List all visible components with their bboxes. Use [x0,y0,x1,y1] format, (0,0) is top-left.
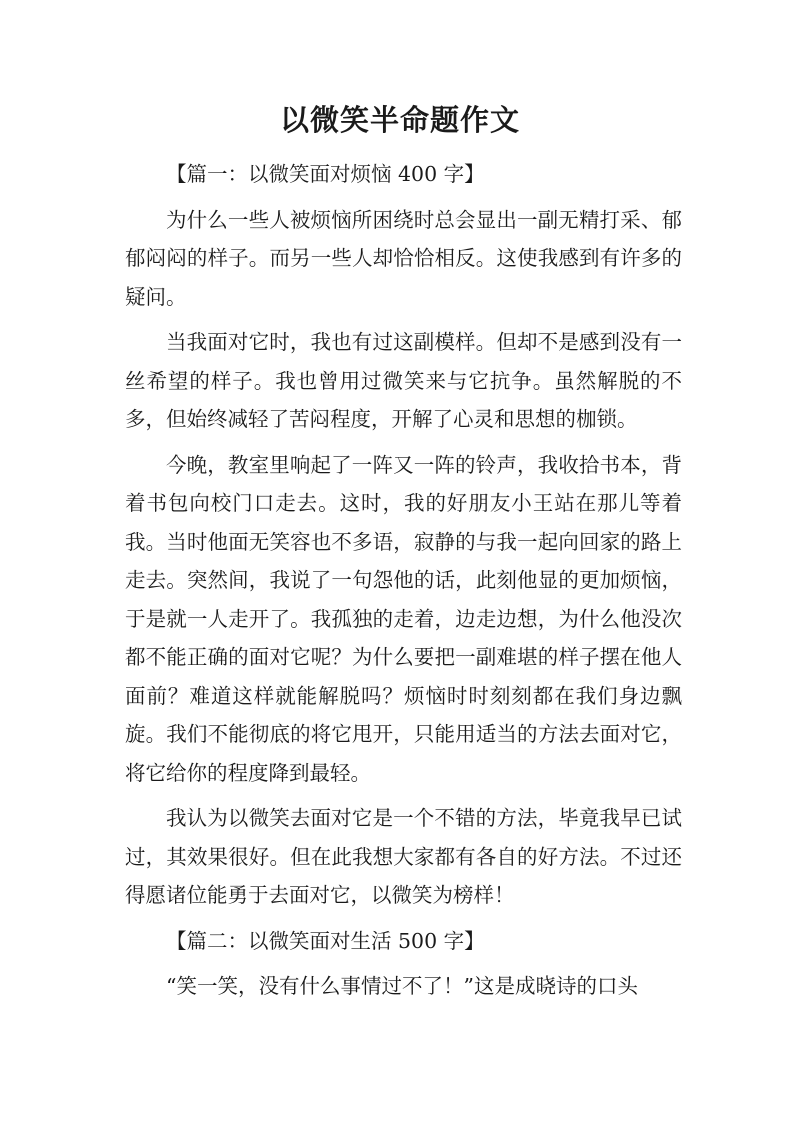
paragraph: 为什么一些人被烦恼所困绕时总会显出一副无精打采、郁郁闷闷的样子。而另一些人却恰恰相反。这使我感到有许多的疑问。 [125,207,682,309]
section-heading-1: 【篇一：以微笑面对烦恼 400 字】 [166,162,485,186]
paragraph: “笑一笑，没有什么事情过不了！”这是成晓诗的口头 [166,974,638,998]
paragraph: 我认为以微笑去面对它是一个不错的方法，毕竟我早已试过，其效果很好。但在此我想大家都有各自的好方法。不过还得愿诸位能勇于去面对它，以微笑为榜样！ [125,806,682,907]
document-title: 以微笑半命题作文 [279,103,520,137]
section-heading-2: 【篇二：以微笑面对生活 500 字】 [166,928,485,953]
paragraph: 今晚，教室里响起了一阵又一阵的铃声，我收拾书本，背着书包向校门口走去。这时，我的好朋友小王站在那儿等着我。当时他面无笑容也不多语，寂静的与我一起向回家的路上走去。突然间，我说了一句怨他的话，此刻他显的更加烦恼，于是就一人走开了。我孤独的走着，边走边想，为什么他没次都不能正确的面对它呢？为什么要把一副难堪的样子摆在他人面前？难道这样就能解脱吗？烦恼时时刻刻都在我们身边飘旋。我们不能彻底的将它甩开，只能用适当的方法去面对它，将它给你的程度降到最轻。 [125,452,682,785]
paragraph: 当我面对它时，我也有过这副模样。但却不是感到没有一丝希望的样子。我也曾用过微笑来与它抗争。虽然解脱的不多，但始终减轻了苦闷程度，开解了心灵和思想的枷锁。 [125,330,682,431]
document-body [125,155,682,1013]
